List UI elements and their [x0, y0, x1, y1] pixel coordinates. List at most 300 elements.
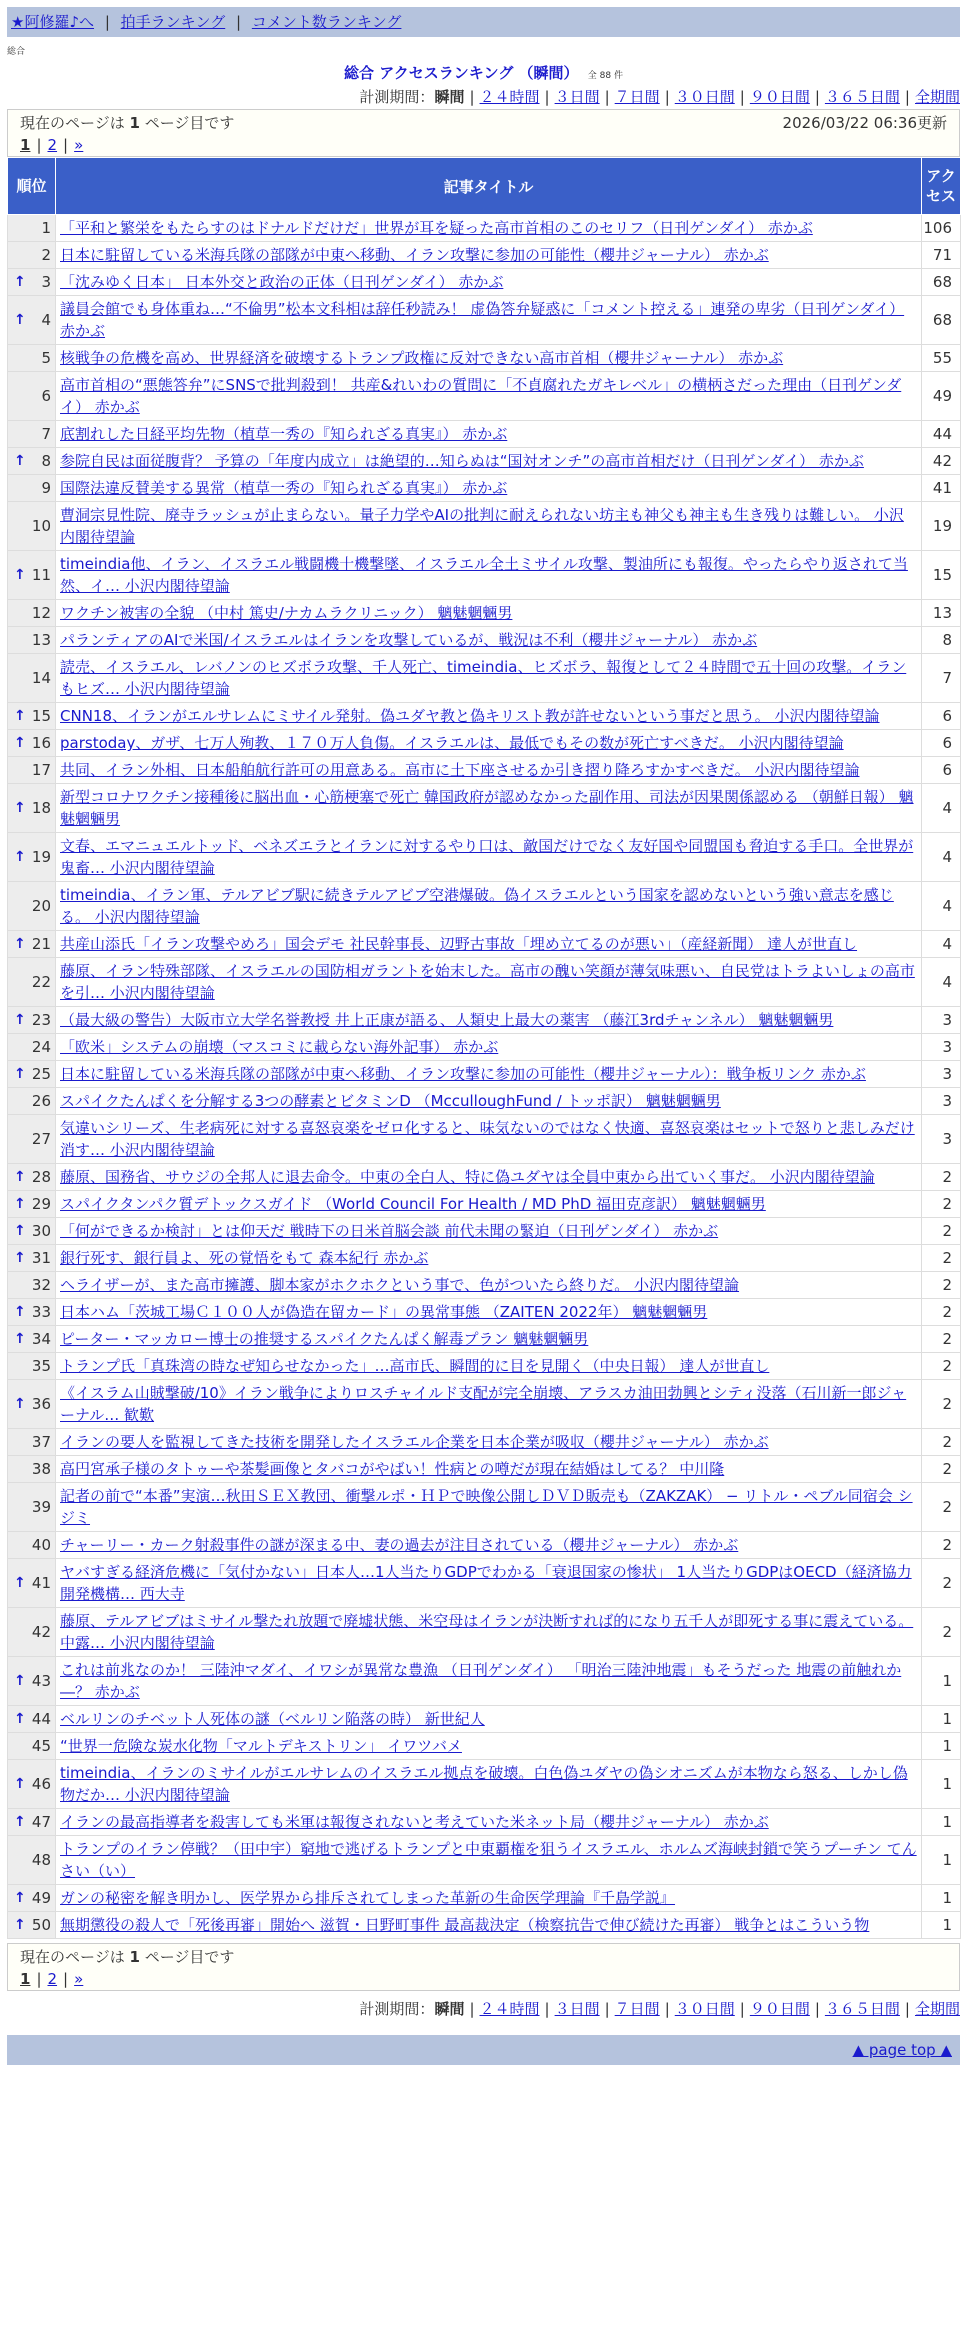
rank-cell	[8, 1164, 56, 1191]
rank-number: 49	[31, 1889, 51, 1907]
title-cell	[56, 1912, 922, 1939]
table-row	[8, 1353, 961, 1380]
pagination-current: 1	[20, 1970, 31, 1988]
access-count-cell: 6	[922, 730, 961, 757]
table-row	[8, 882, 961, 931]
comment-ranking-link[interactable]: コメント数ランキング	[251, 13, 402, 31]
rank-number: 19	[31, 848, 51, 866]
period-option-link[interactable]: ３日間	[554, 88, 600, 106]
rank-cell	[8, 448, 56, 475]
title-cell	[56, 269, 922, 296]
title-cell	[56, 1809, 922, 1836]
title-cell	[56, 1706, 922, 1733]
home-link[interactable]: ★阿修羅♪へ	[11, 13, 95, 31]
rank-cell	[8, 730, 56, 757]
access-count-cell: 106	[922, 215, 961, 242]
period-option-link[interactable]: ７日間	[614, 88, 660, 106]
article-title-link[interactable]: 「沈みゆく日本」 日本外交と政治の正体（日刊ゲンダイ） 赤かぶ	[60, 273, 504, 291]
table-row	[8, 784, 961, 833]
access-count-cell: 2	[922, 1353, 961, 1380]
access-count-cell: 2	[922, 1456, 961, 1483]
rank-cell	[8, 1532, 56, 1559]
article-title-link[interactable]: スパイクたんぱくを分解する3つの酵素とビタミンD （McculloughFund / トッポ訳） 魑魅魍魎男	[60, 1092, 721, 1110]
title-cell	[56, 1245, 922, 1272]
rank-number: 48	[31, 1851, 51, 1869]
access-count-cell: 19	[922, 502, 961, 551]
rank-number: 44	[31, 1710, 51, 1728]
article-title-link[interactable]: パランティアのAIで米国/イスラエルはイランを攻撃しているが、戦況は不利（櫻井ジャーナル） 赤かぶ	[60, 631, 758, 649]
access-count-cell: 3	[922, 1034, 961, 1061]
access-count-cell: 2	[922, 1164, 961, 1191]
access-count-cell: 1	[922, 1657, 961, 1706]
title-cell	[56, 833, 922, 882]
page-text-prefix: 現在のページは	[20, 114, 125, 132]
rank-cell	[8, 1061, 56, 1088]
rank-cell	[8, 784, 56, 833]
access-count-cell: 2	[922, 1272, 961, 1299]
rank-cell	[8, 242, 56, 269]
rank-number: 25	[31, 1065, 51, 1083]
rank-header-text: 順位	[16, 177, 47, 195]
table-row	[8, 931, 961, 958]
rank-cell	[8, 882, 56, 931]
rank-number: 11	[31, 566, 51, 584]
article-title-link[interactable]: 藤原、国務省、サウジの全邦人に退去命令。中東の全白人、特に偽ユダヤは全員中東から出ていく事だ。 小沢内閣待望論	[60, 1168, 875, 1186]
access-column-header	[922, 158, 961, 215]
rank-number: 27	[31, 1130, 51, 1148]
rank-up-arrow-icon: ↑	[14, 1673, 26, 1689]
access-count-cell: 71	[922, 242, 961, 269]
rank-cell	[8, 627, 56, 654]
access-count-cell: 41	[922, 475, 961, 502]
article-title-link[interactable]: 「何ができるか検討」とは仰天だ 戦時下の日米首脳会談 前代未聞の緊迫（日刊ゲンダイ） 赤かぶ	[60, 1222, 719, 1240]
rank-up-arrow-icon: ↑	[14, 1331, 26, 1347]
rank-cell	[8, 1272, 56, 1299]
separator: |	[104, 13, 110, 31]
pagination-next-link[interactable]: »	[74, 136, 84, 154]
page-title-text: 総合 アクセスランキング （瞬間）	[344, 64, 579, 82]
rank-cell	[8, 958, 56, 1007]
rank-cell	[8, 654, 56, 703]
pagination-link[interactable]: 2	[47, 136, 58, 154]
period-option-link[interactable]: ３０日間	[674, 88, 735, 106]
table-header-row	[8, 158, 961, 215]
access-count-cell: 55	[922, 345, 961, 372]
rank-number: 20	[31, 897, 51, 915]
separator: |	[63, 136, 69, 154]
title-cell	[56, 1429, 922, 1456]
title-cell	[56, 242, 922, 269]
rank-up-arrow-icon: ↑	[14, 1776, 26, 1792]
rank-up-arrow-icon: ↑	[14, 1169, 26, 1185]
title-cell	[56, 345, 922, 372]
separator: |	[814, 2000, 820, 2018]
period-option-link[interactable]: 全期間	[914, 88, 960, 106]
access-count-cell: 2	[922, 1483, 961, 1532]
access-count-cell: 2	[922, 1299, 961, 1326]
page-info-row	[20, 112, 947, 134]
table-row	[8, 448, 961, 475]
ranking-table	[7, 157, 961, 1939]
article-title-link[interactable]: トランプ氏「真珠湾の時なぜ知らせなかった」…高市氏、瞬間的に目を見開く（中央日報） 達人が世直し	[60, 1357, 770, 1375]
title-cell	[56, 1218, 922, 1245]
access-count-cell: 2	[922, 1608, 961, 1657]
separator: |	[236, 13, 242, 31]
table-row	[8, 654, 961, 703]
separator: |	[36, 1970, 42, 1988]
top-nav-bar	[7, 7, 960, 37]
rank-number: 4	[41, 311, 51, 329]
rank-number: 15	[31, 707, 51, 725]
current-page-text	[20, 1946, 234, 1968]
rank-cell	[8, 296, 56, 345]
rank-cell	[8, 345, 56, 372]
rank-up-arrow-icon: ↑	[14, 1575, 26, 1591]
article-title-link[interactable]: 銀行死す、銀行員よ、死の覚悟をもて 森本紀行 赤かぶ	[60, 1249, 429, 1267]
article-title-link[interactable]: イランの要人を監視してきた技術を開発したイスラエル企業を日本企業が吸収（櫻井ジャーナル） 赤かぶ	[60, 1433, 769, 1451]
article-title-link[interactable]: 記者の前で“本番”実演…秋田ＳＥＸ教団、衝撃ルポ・ＨＰで映像公開しＤＶＤ販売も（ZAKZAK） − リトル・ペブル同宿会 シジミ	[60, 1487, 913, 1527]
access-count-cell: 2	[922, 1380, 961, 1429]
table-row	[8, 1088, 961, 1115]
rank-up-arrow-icon: ↑	[14, 453, 26, 469]
title-cell	[56, 448, 922, 475]
article-title-link[interactable]: 高市首相の“悪態答弁”にSNSで批判殺到！ 共産&れいわの質問に「不貞腐れたガキレベル」の横柄さだった理由（日刊ゲンダイ） 赤かぶ	[60, 376, 902, 416]
title-cell	[56, 958, 922, 1007]
title-cell	[56, 1326, 922, 1353]
applause-ranking-link[interactable]: 拍手ランキング	[120, 13, 226, 31]
rank-cell	[8, 1299, 56, 1326]
article-title-link[interactable]: 新型コロナワクチン接種後に脳出血・心筋梗塞で死亡 韓国政府が認めなかった副作用、司法が因果関係認める （朝鮮日報） 魑魅魍魎男	[60, 788, 914, 828]
table-row	[8, 1429, 961, 1456]
rank-cell	[8, 1836, 56, 1885]
rank-number: 17	[31, 761, 51, 779]
table-row	[8, 1380, 961, 1429]
article-title-link[interactable]: 日本に駐留している米海兵隊の部隊が中東へ移動、イラン攻撃に参加の可能性（櫻井ジャーナル） 赤かぶ	[60, 246, 769, 264]
article-title-link[interactable]: 共産山添氏「イラン攻撃やめろ」国会デモ 社民幹事長、辺野古事故「埋め立てるのが悪い」（産経新聞） 達人が世直し	[60, 935, 858, 953]
title-cell	[56, 1836, 922, 1885]
rank-number: 9	[41, 479, 51, 497]
pagination-current: 1	[20, 136, 31, 154]
rank-number: 23	[31, 1011, 51, 1029]
table-row	[8, 1164, 961, 1191]
period-option-link[interactable]: ９０日間	[749, 2000, 810, 2018]
access-count-cell: 68	[922, 296, 961, 345]
rank-number: 36	[31, 1395, 51, 1413]
period-option-link[interactable]: ３６５日間	[824, 88, 900, 106]
table-row	[8, 1706, 961, 1733]
rank-up-arrow-icon: ↑	[14, 1711, 26, 1727]
article-title-link[interactable]: ベルリンのチベット人死体の謎（ベルリン陥落の時） 新世紀人	[60, 1710, 485, 1728]
rank-number: 10	[31, 517, 51, 535]
article-title-link[interactable]: 藤原、イラン特殊部隊、イスラエルの国防相ガラントを始末した。高市の醜い笑顔が薄気味悪い、自民党はトラよいしょの高市を引… 小沢内閣待望論	[60, 962, 915, 1002]
table-row	[8, 1115, 961, 1164]
article-title-link[interactable]: 文春、エマニュエルトッド、ベネズエラとイランに対するやり口は、敵国だけでなく友好国や同盟国も脅迫する手口。全世界が鬼畜… 小沢内閣待望論	[60, 837, 914, 877]
access-count-cell: 2	[922, 1429, 961, 1456]
access-count-cell: 4	[922, 882, 961, 931]
access-count-cell: 3	[922, 1007, 961, 1034]
title-cell	[56, 654, 922, 703]
article-title-link[interactable]: 共同、イラン外相、日本船舶航行許可の用意ある。高市に土下座させるか引き摺り降ろすかすべきだ。 小沢内閣待望論	[60, 761, 860, 779]
rank-up-arrow-icon: ↑	[14, 1223, 26, 1239]
rank-up-arrow-icon: ↑	[14, 1396, 26, 1412]
title-cell	[56, 1299, 922, 1326]
article-title-link[interactable]: 「欧米」システムの崩壊（マスコミに載らない海外記事） 赤かぶ	[60, 1038, 499, 1056]
rank-cell	[8, 1429, 56, 1456]
rank-cell	[8, 215, 56, 242]
table-row	[8, 296, 961, 345]
separator: |	[904, 88, 910, 106]
table-row	[8, 1657, 961, 1706]
title-cell	[56, 1164, 922, 1191]
article-title-link[interactable]: 底割れした日経平均先物（植草一秀の『知られざる真実』） 赤かぶ	[60, 425, 508, 443]
page-info-box	[7, 109, 960, 157]
rank-cell	[8, 1088, 56, 1115]
rank-cell	[8, 600, 56, 627]
rank-cell	[8, 1007, 56, 1034]
rank-up-arrow-icon: ↑	[14, 708, 26, 724]
separator: |	[36, 136, 42, 154]
table-row	[8, 475, 961, 502]
title-cell	[56, 1456, 922, 1483]
article-title-link[interactable]: parstoday、ガザ、七万人殉教、１７０万人負傷。イスラエルは、最低でもその数が死亡すべきだ。 小沢内閣待望論	[60, 734, 844, 752]
page-top-link[interactable]: ▲ page top ▲	[852, 2041, 952, 2059]
period-option-link[interactable]: ３０日間	[674, 2000, 735, 2018]
rank-number: 37	[31, 1433, 51, 1451]
rank-cell	[8, 1559, 56, 1608]
page-text-suffix: ページ目です	[144, 114, 235, 132]
pagination-link[interactable]: 2	[47, 1970, 58, 1988]
separator: |	[544, 2000, 550, 2018]
rank-number: 18	[31, 799, 51, 817]
article-title-link[interactable]: ヘライザーが、また高市擁護、脚本家がホクホクという事で、色がついたら終りだ。 小沢内閣待望論	[60, 1276, 740, 1294]
article-title-link[interactable]: ガンの秘密を解き明かし、医学界から排斥されてしまった革新の生命医学理論『千島学説』	[60, 1889, 676, 1907]
separator: |	[814, 88, 820, 106]
title-cell	[56, 784, 922, 833]
table-row	[8, 1483, 961, 1532]
rank-cell	[8, 551, 56, 600]
period-option-link[interactable]: ２４時間	[479, 2000, 540, 2018]
access-count-cell: 2	[922, 1559, 961, 1608]
access-header-text: アクセス	[926, 167, 957, 205]
period-selector-bottom	[7, 1997, 960, 2021]
rank-number: 26	[31, 1092, 51, 1110]
article-title-link[interactable]: 「平和と繁栄をもたらすのはドナルドだけだ」世界が耳を疑った高市首相のこのセリフ（日刊ゲンダイ） 赤かぶ	[60, 219, 813, 237]
article-title-link[interactable]: timeindia、イラン軍、テルアビブ駅に続きテルアビブ空港爆破。偽イスラエルという国家を認めないという強い意志を感じる。 小沢内閣待望論	[60, 886, 894, 926]
access-count-cell: 2	[922, 1326, 961, 1353]
rank-cell	[8, 1353, 56, 1380]
rank-number: 39	[31, 1498, 51, 1516]
article-title-link[interactable]: （最大級の警告）大阪市立大学名誉教授 井上正康が語る、人類史上最大の薬害 （藤江3rdチャンネル） 魑魅魍魎男	[60, 1011, 834, 1029]
rank-number: 33	[31, 1303, 51, 1321]
table-row	[8, 1608, 961, 1657]
rank-up-arrow-icon: ↑	[14, 312, 26, 328]
article-title-link[interactable]: トランプのイラン停戦？（田中宇）窮地で逃げるトランプと中東覇権を狙うイスラエル、ホルムズ海峡封鎖で笑うプーチン てんさい（い）	[60, 1840, 917, 1880]
pagination	[20, 1968, 947, 1990]
rank-number: 5	[41, 349, 51, 367]
rank-number: 28	[31, 1168, 51, 1186]
article-title-link[interactable]: 日本ハム「茨城工場Ｃ１００人が偽造在留カード」の異常事態 （ZAITEN 2022年） 魑魅魍魎男	[60, 1303, 708, 1321]
rank-cell	[8, 1456, 56, 1483]
title-cell	[56, 1657, 922, 1706]
table-row	[8, 833, 961, 882]
title-cell	[56, 296, 922, 345]
separator: |	[544, 88, 550, 106]
rank-cell	[8, 757, 56, 784]
title-cell	[56, 1760, 922, 1809]
period-option-link[interactable]: ３６５日間	[824, 2000, 900, 2018]
rank-number: 40	[31, 1536, 51, 1554]
rank-number: 24	[31, 1038, 51, 1056]
rank-cell	[8, 1380, 56, 1429]
table-row	[8, 1191, 961, 1218]
access-count-cell: 2	[922, 1245, 961, 1272]
article-title-link[interactable]: 曹洞宗見性院、廃寺ラッシュが止まらない。量子力学やAIの批判に耐えられない坊主も神父も神主も生き残りは難しい。 小沢内閣待望論	[60, 506, 904, 546]
period-option-link[interactable]: ７日間	[614, 2000, 660, 2018]
access-count-cell: 1	[922, 1836, 961, 1885]
period-option-link[interactable]: 全期間	[914, 2000, 960, 2018]
rank-up-arrow-icon: ↑	[14, 1196, 26, 1212]
access-count-cell: 8	[922, 627, 961, 654]
article-title-link[interactable]: 読売、イスラエル、レバノンのヒズボラ攻撃、千人死亡、timeindia、ヒズボラ、報復として２４時間で五十回の攻撃。イランもヒズ… 小沢内閣待望論	[60, 658, 907, 698]
table-row	[8, 502, 961, 551]
current-page-text	[20, 112, 234, 134]
rank-cell	[8, 833, 56, 882]
table-row	[8, 1809, 961, 1836]
article-title-link[interactable]: 参院自民は面従腹背？ 予算の「年度内成立」は絶望的…知らぬは“国対オンチ”の高市首相だけ（日刊ゲンダイ） 赤かぶ	[60, 452, 864, 470]
title-cell	[56, 1191, 922, 1218]
rank-up-arrow-icon: ↑	[14, 1890, 26, 1906]
title-cell	[56, 1532, 922, 1559]
separator: |	[904, 2000, 910, 2018]
rank-number: 6	[41, 387, 51, 405]
rank-cell	[8, 502, 56, 551]
article-title-link[interactable]: 日本に駐留している米海兵隊の部隊が中東へ移動、イラン攻撃に参加の可能性（櫻井ジャーナル）：戦争板リンク 赤かぶ	[60, 1065, 866, 1083]
rank-cell	[8, 372, 56, 421]
title-cell	[56, 215, 922, 242]
table-row	[8, 1245, 961, 1272]
article-title-link[interactable]: “世界一危険な炭水化物「マルトデキストリン」 イワツバメ	[60, 1737, 462, 1755]
title-cell	[56, 1088, 922, 1115]
access-count-cell: 1	[922, 1809, 961, 1836]
current-page-number: 1	[129, 114, 140, 132]
article-title-link[interactable]: 高円宮承子様のタトゥーや茶髪画像とタバコがやばい！性病との噂だが現在結婚はしてる？ 中川隆	[60, 1460, 725, 1478]
table-row	[8, 421, 961, 448]
separator: |	[469, 88, 475, 106]
title-cell	[56, 1559, 922, 1608]
title-cell	[56, 1034, 922, 1061]
rank-cell	[8, 703, 56, 730]
rank-up-arrow-icon: ↑	[14, 1066, 26, 1082]
pagination-next-link[interactable]: »	[74, 1970, 84, 1988]
separator: |	[604, 88, 610, 106]
article-title-link[interactable]: 核戦争の危機を高め、世界経済を破壊するトランプ政権に反対できない高市首相（櫻井ジャーナル） 赤かぶ	[60, 349, 784, 367]
article-title-link[interactable]: チャーリー・カーク射殺事件の謎が深まる中、妻の過去が注目されている（櫻井ジャーナル） 赤かぶ	[60, 1536, 739, 1554]
article-title-link[interactable]: CNN18、イランがエルサレムにミサイル発射。偽ユダヤ教と偽キリスト教が許せないという事だと思う。 小沢内閣待望論	[60, 707, 880, 725]
separator: |	[63, 1970, 69, 1988]
title-cell	[56, 1380, 922, 1429]
access-count-cell: 3	[922, 1061, 961, 1088]
article-title-link[interactable]: timeindia他、イラン、イスラエル戦闘機十機撃墜、イスラエル全土ミサイル攻撃、製油所にも報復。やったらやり返されて当然、イ… 小沢内閣待望論	[60, 555, 908, 595]
table-row	[8, 703, 961, 730]
rank-up-arrow-icon: ↑	[14, 1012, 26, 1028]
article-title-link[interactable]: イランの最高指導者を殺害しても米軍は報復されないと考えていた米ネット局（櫻井ジャーナル） 赤かぶ	[60, 1813, 769, 1831]
table-row	[8, 1885, 961, 1912]
article-title-link[interactable]: 《イスラム山賊撃破/10》イラン戦争によりロスチャイルド支配が完全崩壊、アラスカ油田勃興とシティ没落（石川新一郎ジャーナル… 歓歎	[60, 1384, 907, 1424]
rank-number: 2	[41, 246, 51, 264]
rank-number: 41	[31, 1574, 51, 1592]
rank-cell	[8, 1885, 56, 1912]
rank-up-arrow-icon: ↑	[14, 1304, 26, 1320]
article-title-link[interactable]: ヤバすぎる経済危機に「気付かない」日本人…1人当たりGDPでわかる「衰退国家の惨状」 1人当たりGDPはOECD（経済協力開発機構… 西大寺	[60, 1563, 912, 1603]
article-title-link[interactable]: ピーター・マッカロー博士の推奨するスパイクたんぱく解毒プラン 魑魅魍魎男	[60, 1330, 589, 1348]
article-title-link[interactable]: 藤原、テルアビブはミサイル撃たれ放題で廃墟状態、米空母はイランが決断すれば的になり五千人が即死する事に震えている。中露… 小沢内閣待望論	[60, 1612, 914, 1652]
rank-number: 1	[41, 219, 51, 237]
title-cell	[56, 1061, 922, 1088]
rank-up-arrow-icon: ↑	[14, 1814, 26, 1830]
article-title-link[interactable]: ワクチン被害の全貌 （中村 篤史/ナカムラクリニック） 魑魅魍魎男	[60, 604, 513, 622]
article-title-link[interactable]: 無期懲役の殺人で「死後再審」開始へ 滋賀・日野町事件 最高裁決定（検察抗告で伸び続けた再審） 戦争とはこういう物	[60, 1916, 870, 1934]
article-title-link[interactable]: 議員会館でも身体重ね…“不倫男”松本文科相は辞任秒読み！ 虚偽答弁疑惑に「コメント控える」連発の卑劣（日刊ゲンダイ） 赤かぶ	[60, 300, 905, 340]
access-count-cell: 6	[922, 703, 961, 730]
title-cell	[56, 730, 922, 757]
title-cell	[56, 757, 922, 784]
table-row	[8, 1532, 961, 1559]
table-row	[8, 1299, 961, 1326]
article-title-link[interactable]: timeindia、イランのミサイルがエルサレムのイスラエル拠点を破壊。白色偽ユダヤの偽シオニズムが本物なら怒る、しかし偽物だか… 小沢内閣待望論	[60, 1764, 908, 1804]
access-count-cell: 7	[922, 654, 961, 703]
table-row	[8, 958, 961, 1007]
separator: |	[739, 2000, 745, 2018]
access-count-cell: 15	[922, 551, 961, 600]
title-cell	[56, 1272, 922, 1299]
article-title-link[interactable]: これは前兆なのか！ 三陸沖マダイ、イワシが異常な豊漁 （日刊ゲンダイ） 「明治三陸沖地震」もそうだった 地震の前触れか―？ 赤かぶ	[60, 1661, 902, 1701]
rank-number: 21	[31, 935, 51, 953]
title-cell	[56, 1115, 922, 1164]
rank-cell	[8, 1706, 56, 1733]
total-count: 全 88 件	[587, 71, 623, 81]
article-title-link[interactable]: 気違いシリーズ、生老病死に対する喜怒哀楽をゼロ化すると、味気ないのではなく快適、喜怒哀楽はセットで怒りと悲しみだけ消す… 小沢内閣待望論	[60, 1119, 915, 1159]
rank-number: 45	[31, 1737, 51, 1755]
title-cell	[56, 421, 922, 448]
table-row	[8, 1912, 961, 1939]
period-label: 計測期間：	[359, 88, 435, 106]
rank-column-header	[8, 158, 56, 215]
access-count-cell: 4	[922, 958, 961, 1007]
access-count-cell: 1	[922, 1706, 961, 1733]
article-title-link[interactable]: 国際法違反賛美する異常（植草一秀の『知られざる真実』） 赤かぶ	[60, 479, 508, 497]
access-count-cell: 1	[922, 1885, 961, 1912]
rank-number: 30	[31, 1222, 51, 1240]
title-cell	[56, 703, 922, 730]
table-row	[8, 269, 961, 296]
period-option-link[interactable]: ３日間	[554, 2000, 600, 2018]
rank-cell	[8, 1326, 56, 1353]
page-title	[7, 61, 960, 85]
title-cell	[56, 627, 922, 654]
rank-cell	[8, 1733, 56, 1760]
title-cell	[56, 1885, 922, 1912]
rank-number: 50	[31, 1916, 51, 1934]
article-title-link[interactable]: スパイクタンパク質デトックスガイド （World Council For Health / MD PhD 福田克彦訳） 魑魅魍魎男	[60, 1195, 766, 1213]
access-count-cell: 42	[922, 448, 961, 475]
separator: |	[664, 2000, 670, 2018]
title-column-header: 記事タイトル	[56, 158, 922, 215]
rank-cell	[8, 1115, 56, 1164]
period-option-link[interactable]: ２４時間	[479, 88, 540, 106]
period-option-link[interactable]: ９０日間	[749, 88, 810, 106]
title-cell	[56, 882, 922, 931]
rank-cell	[8, 1608, 56, 1657]
